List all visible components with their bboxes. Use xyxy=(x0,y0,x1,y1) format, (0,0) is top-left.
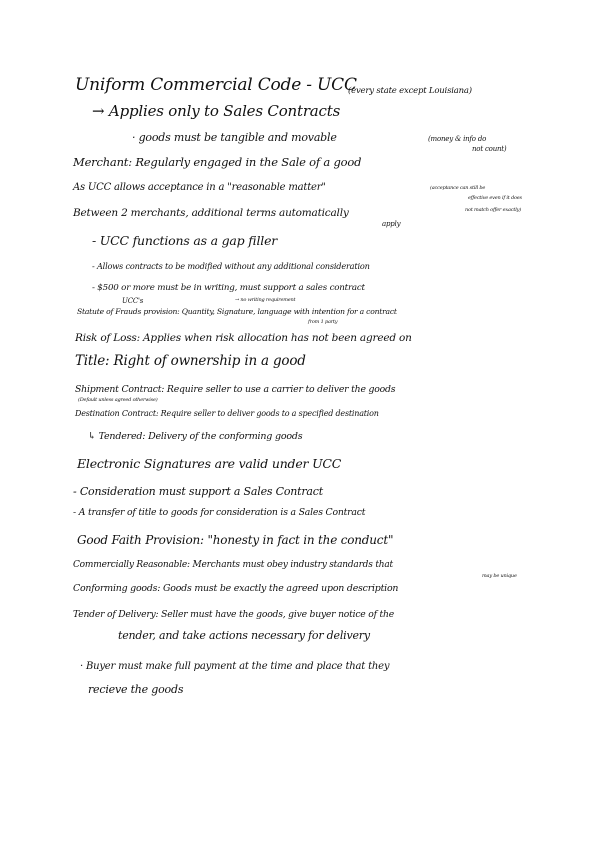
between-apply: apply xyxy=(382,220,401,228)
no-writing-note: → no writing requirement xyxy=(235,297,296,303)
goods-note-1: (money & info do xyxy=(428,135,487,143)
note-shipment: Shipment Contract: Require seller to use a carrier to deliver the goods xyxy=(75,384,396,395)
note-merchant: Merchant: Regularly engaged in the Sale of a good xyxy=(73,155,362,169)
goods-note-2: not count) xyxy=(472,145,507,153)
note-destination: Destination Contract: Require seller to deliver goods to a specified destination xyxy=(75,409,379,418)
note-good-faith: Good Faith Provision: "honesty in fact in the conduct" xyxy=(77,533,394,547)
note-tender-delivery-1: Tender of Delivery: Seller must have the goods, give buyer notice of the xyxy=(73,609,394,620)
note-consideration: - Consideration must support a Sales Contract xyxy=(73,485,323,498)
note-transfer: - A transfer of title to goods for consideration is a Sales Contract xyxy=(73,507,366,518)
note-conforming: Conforming goods: Goods must be exactly the agreed upon description xyxy=(73,583,399,594)
may-unique-note: may be unique xyxy=(482,573,517,579)
note-between: Between 2 merchants, additional terms automatically xyxy=(73,207,349,219)
note-modified: - Allows contracts to be modified without any additional consideration xyxy=(92,261,370,271)
note-tendered: ↳ Tendered: Delivery of the conforming goods xyxy=(88,431,303,442)
from-party-note: from 1 party xyxy=(308,319,338,325)
note-acceptance: As UCC allows acceptance in a "reasonable matter" xyxy=(73,182,326,193)
note-gap-filler: - UCC functions as a gap filler xyxy=(92,233,278,248)
note-risk: Risk of Loss: Applies when risk allocation has not been agreed on xyxy=(75,332,412,344)
note-buyer-2: recieve the goods xyxy=(88,683,184,696)
shipment-note: (Default unless agreed otherwise) xyxy=(78,397,158,403)
note-goods: · goods must be tangible and movable xyxy=(132,131,337,144)
note-tender-delivery-2: tender, and take actions necessary for delivery xyxy=(118,629,370,642)
note-buyer-1: · Buyer must make full payment at the time and place that they xyxy=(80,661,390,672)
note-writing: - $500 or more must be in writing, must support a sales contract xyxy=(92,283,365,293)
note-electronic-signatures: Electronic Signatures are valid under UCC xyxy=(77,456,342,471)
ucc-s: UCC's xyxy=(122,297,144,305)
note-title-ownership: Title: Right of ownership in a good xyxy=(75,353,306,369)
note-applies: → Applies only to Sales Contracts xyxy=(92,102,341,120)
note-statute: Statute of Frauds provision: Quantity, Signature, language with intention for a contract xyxy=(77,307,397,316)
title-note: (every state except Louisiana) xyxy=(348,86,472,96)
acceptance-note-3: not match offer exactly) xyxy=(465,207,521,213)
acceptance-note-1: (acceptance can still be xyxy=(430,185,486,191)
heading-title: Uniform Commercial Code - UCC xyxy=(75,75,357,95)
note-commercially: Commercially Reasonable: Merchants must obey industry standards that xyxy=(73,560,393,570)
acceptance-note-2: effective even if it does xyxy=(468,195,522,201)
